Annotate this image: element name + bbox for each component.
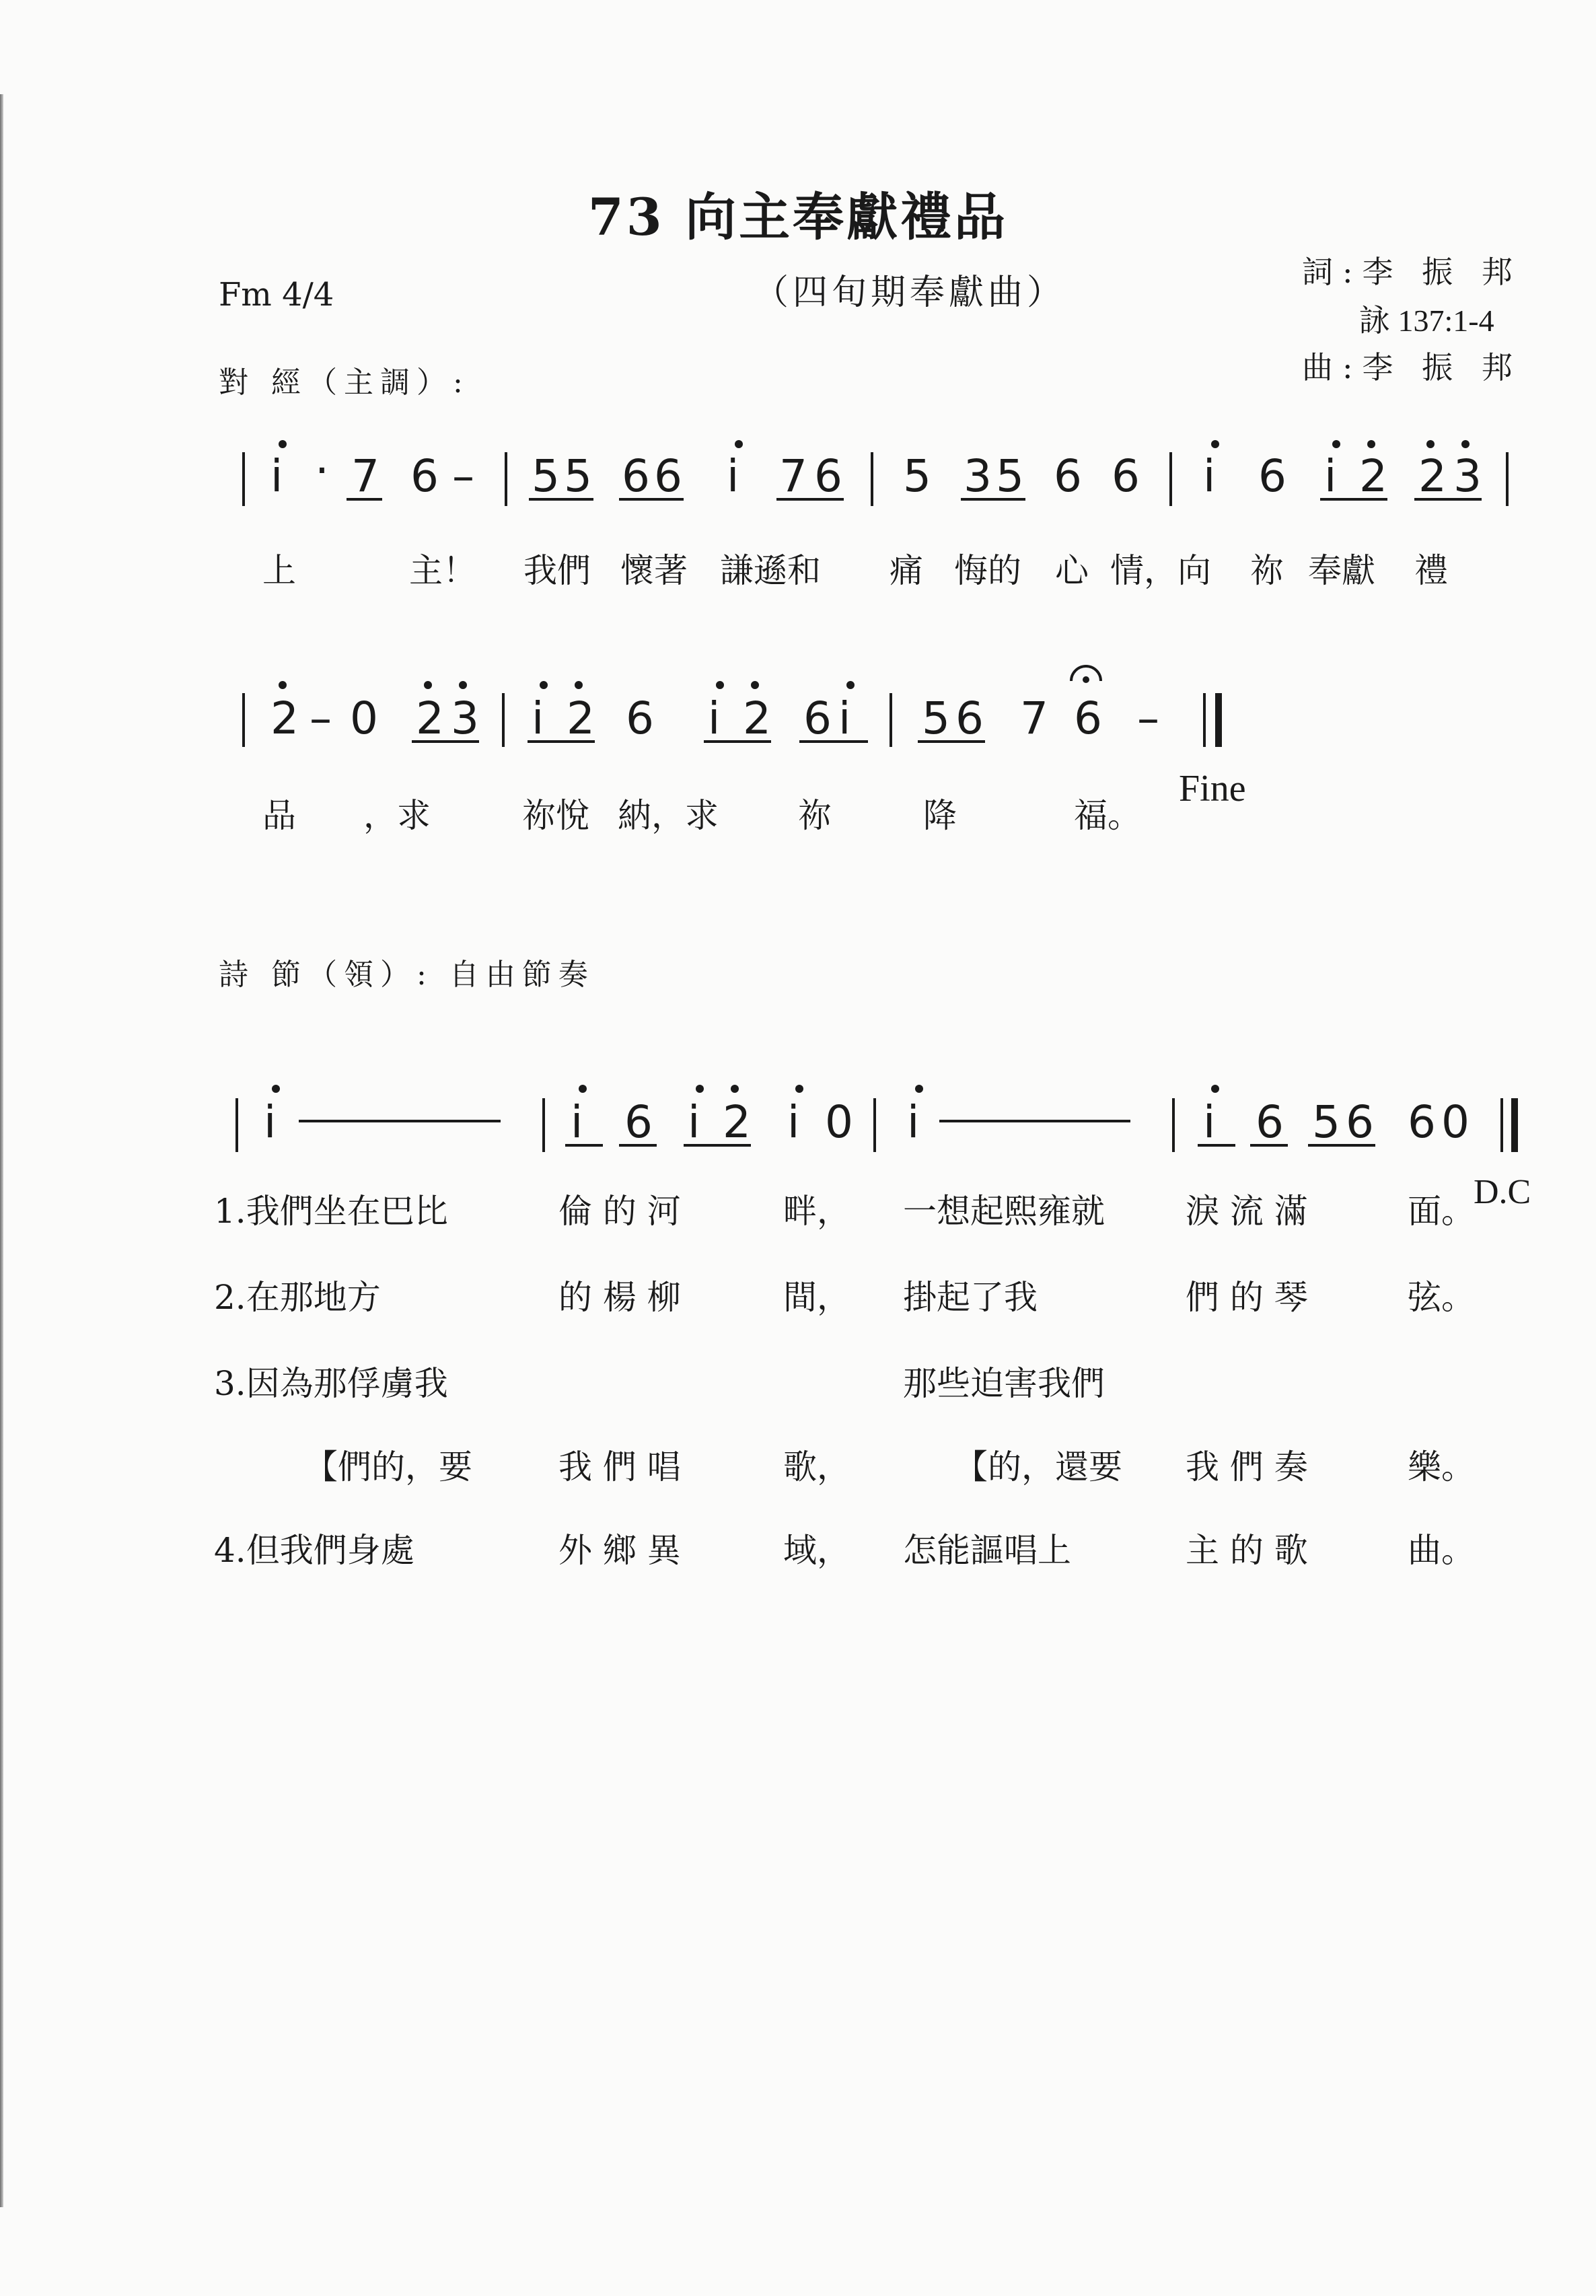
octave-dot <box>915 1085 923 1093</box>
dash: – <box>310 692 332 744</box>
note: 6 <box>1408 1096 1436 1148</box>
verse-segment: 我 們 唱 <box>558 1447 681 1486</box>
lyric: 上 <box>262 551 296 590</box>
note: 6 <box>1074 692 1102 744</box>
note: 5 <box>996 450 1024 502</box>
note: 6 <box>1258 450 1286 502</box>
verse-segment: 3.因為那俘虜我 <box>214 1364 448 1403</box>
lyric: 納，求 <box>618 796 719 835</box>
note: 6 <box>955 692 984 744</box>
octave-dot <box>1426 440 1435 448</box>
dash: – <box>452 450 474 502</box>
octave-dot <box>731 1085 739 1093</box>
key-signature: Fm 4/4 <box>219 276 334 314</box>
lyric: 降 <box>923 796 957 835</box>
refrain-label: 對 經（主調）: <box>219 365 470 400</box>
octave-dot <box>735 440 743 448</box>
verse-line-3 <box>0 1357 1596 1404</box>
lyric: 品 <box>262 796 296 835</box>
octave-dot <box>846 681 855 689</box>
note: 2 <box>270 692 299 744</box>
note: i <box>907 1096 920 1148</box>
note: 3 <box>451 692 479 744</box>
note: 2 <box>416 692 444 744</box>
lyric: ，求 <box>363 796 431 835</box>
note: 6 <box>1346 1096 1374 1148</box>
verse-line-4 <box>0 1523 1596 1571</box>
note: 0 <box>350 692 378 744</box>
octave-dot <box>716 681 724 689</box>
verse-segment: 曲。 <box>1408 1531 1475 1570</box>
verse-label: 詩 節（領）: 自由節奏 <box>219 958 595 992</box>
note: 2 <box>567 692 595 744</box>
subtitle: （四旬期奉獻曲） <box>754 273 1066 313</box>
lyric: 奉獻 <box>1308 551 1375 590</box>
verse-segment: 2.在那地方 <box>214 1278 381 1317</box>
verse-segment: 【們的，要 <box>304 1447 472 1486</box>
note: 2 <box>743 692 771 744</box>
note: 6 <box>1256 1096 1284 1148</box>
verse-segment: 倫 的 河 <box>558 1192 681 1231</box>
verse-segment: 弦。 <box>1408 1278 1475 1317</box>
note: 3 <box>1453 450 1482 502</box>
note: 5 <box>1312 1096 1340 1148</box>
octave-dot <box>1211 1085 1219 1093</box>
octave-dot <box>696 1085 704 1093</box>
scripture-reference: 詠 137:1-4 <box>1359 303 1494 338</box>
verse-segment: 面。 <box>1408 1192 1475 1231</box>
note: 6 <box>803 692 832 744</box>
octave-dot <box>575 681 583 689</box>
lyric: 悔的 <box>954 551 1021 590</box>
note: i <box>838 692 851 744</box>
octave-dot <box>279 440 287 448</box>
verse-segment: 外 鄉 異 <box>558 1531 681 1570</box>
octave-dot <box>795 1085 803 1093</box>
note: i <box>708 692 721 744</box>
lyric: 祢 <box>798 796 832 835</box>
lyric: 謙遜和 <box>720 551 821 590</box>
note: 7 <box>351 450 379 502</box>
verse-segment: 們 的 琴 <box>1186 1278 1308 1317</box>
octave-dot <box>1461 440 1470 448</box>
note: i <box>571 1096 583 1148</box>
verse-segment: 淚 流 滿 <box>1186 1192 1308 1231</box>
composer-credit: 曲:李 振 邦 <box>1302 349 1522 386</box>
verse-line-2 <box>0 1270 1596 1318</box>
octave-dot <box>579 1085 587 1093</box>
lyric: 懷著 <box>620 551 688 590</box>
note: 0 <box>1441 1096 1470 1148</box>
refrain-lyrics-row-2 <box>0 789 1596 836</box>
refrain-notation-row-2 <box>0 659 1596 794</box>
verse-segment: 那些迫害我們 <box>903 1364 1105 1403</box>
verse-segment: 怎能謳唱上 <box>903 1531 1071 1570</box>
note: 6 <box>622 450 650 502</box>
verse-line-1 <box>0 1184 1596 1231</box>
dc-marking: D.C <box>1474 1173 1531 1211</box>
verse-segment: 的 楊 柳 <box>558 1278 681 1317</box>
lyric: 心 <box>1055 551 1089 590</box>
note: 7 <box>779 450 807 502</box>
octave-dot <box>540 681 548 689</box>
note: i <box>1203 450 1216 502</box>
note: 5 <box>922 692 950 744</box>
octave-dot <box>424 681 432 689</box>
note: 5 <box>564 450 592 502</box>
octave-dot <box>1332 440 1340 448</box>
note: 3 <box>964 450 992 502</box>
lyric: 禮 <box>1414 551 1448 590</box>
verse-segment: 一想起熙雍就 <box>903 1192 1105 1231</box>
lyricist-credit: 詞:李 振 邦 <box>1302 254 1522 290</box>
lyric: 情，向 <box>1110 551 1211 590</box>
lyric: 痛 <box>890 551 923 590</box>
refrain-lyrics-row-1 <box>0 544 1596 591</box>
verse-line-3-continued <box>0 1440 1596 1487</box>
final-barline <box>1215 693 1222 747</box>
note: 6 <box>814 450 842 502</box>
fermata-dot <box>1083 676 1089 683</box>
verse-segment: 間， <box>783 1278 850 1317</box>
page-title: 73 向主奉獻禮品 <box>587 187 1009 247</box>
final-barline <box>1511 1098 1518 1152</box>
note: 5 <box>903 450 931 502</box>
note: i <box>1324 450 1337 502</box>
lyric: 祢 <box>1250 551 1284 590</box>
note: i <box>727 450 739 502</box>
verse-segment: 4.但我們身處 <box>214 1531 414 1570</box>
octave-dot <box>272 1085 280 1093</box>
lyric: 主！ <box>409 551 476 590</box>
verse-segment: 主 的 歌 <box>1186 1531 1308 1570</box>
note: 6 <box>654 450 682 502</box>
dot-note: · <box>315 445 329 497</box>
note: 7 <box>1020 692 1048 744</box>
verse-segment: 樂。 <box>1408 1447 1475 1486</box>
note: 6 <box>1054 450 1082 502</box>
note: i <box>1203 1096 1216 1148</box>
verse-segment: 【的，還要 <box>954 1447 1122 1486</box>
note: i <box>270 450 283 502</box>
note: 5 <box>532 450 560 502</box>
note: i <box>532 692 544 744</box>
verse-segment: 域， <box>783 1531 850 1570</box>
note: 2 <box>723 1096 751 1148</box>
lyric: 祢悅 <box>522 796 589 835</box>
dash: – <box>1137 692 1159 744</box>
refrain-notation-row-1 <box>0 417 1596 552</box>
verse-segment: 畔， <box>783 1192 850 1231</box>
note: 6 <box>410 450 439 502</box>
note: i <box>688 1096 700 1148</box>
octave-dot <box>279 681 287 689</box>
verse-segment: 1.我們坐在巴比 <box>214 1192 448 1231</box>
note: i <box>264 1096 277 1148</box>
verse-segment: 歌， <box>783 1447 850 1486</box>
note: 6 <box>624 1096 653 1148</box>
note: 2 <box>1359 450 1387 502</box>
note: i <box>787 1096 800 1148</box>
note: 0 <box>825 1096 853 1148</box>
octave-dot <box>1211 440 1219 448</box>
note: 6 <box>1112 450 1140 502</box>
lyric: 福。 <box>1074 796 1141 835</box>
lyric: 我們 <box>523 551 591 590</box>
verse-segment: 我 們 奏 <box>1186 1447 1308 1486</box>
note: 2 <box>1418 450 1447 502</box>
note: 6 <box>626 692 654 744</box>
octave-dot <box>1367 440 1375 448</box>
verse-segment: 掛起了我 <box>903 1278 1038 1317</box>
fine-marking: Fine <box>1179 768 1246 810</box>
octave-dot <box>459 681 467 689</box>
octave-dot <box>751 681 759 689</box>
